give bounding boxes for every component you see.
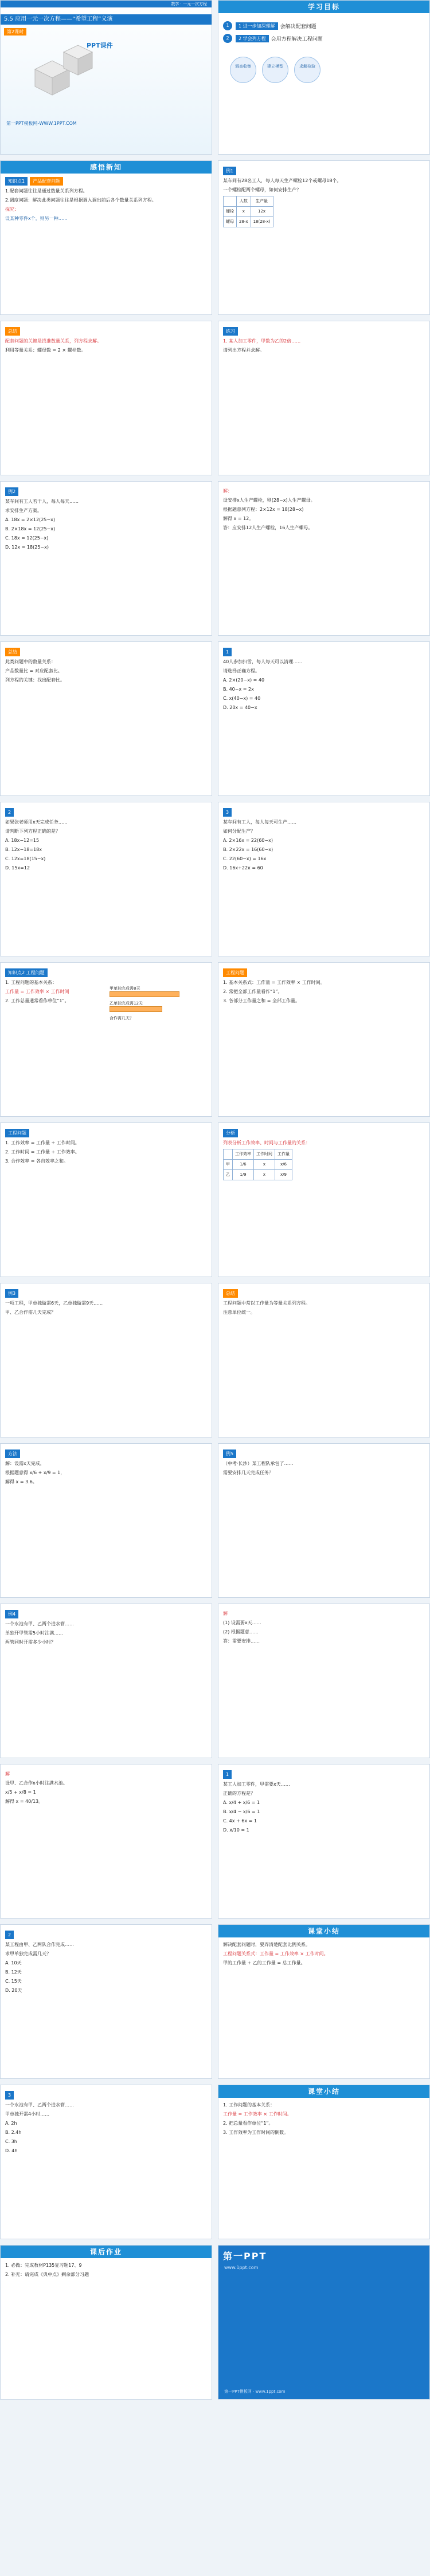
- slide-rules: [218, 962, 430, 1117]
- slide-ex3: [0, 1283, 212, 1437]
- slide-content: 3 某车间有工人，每人每天可生产…… 如何分配生产？ A. 2×16x = 22(60−x) B. 2×22x = 16(60−x) C. 22(60−x) = 16x D. 16x+22x = 60: [223, 808, 425, 942]
- slide-title: 感悟新知: [1, 161, 212, 174]
- slide-content: 工程问题 1. 工作效率 = 工作量 ÷ 工作时间。 2. 工作时间 = 工作量 ÷ 工作效率。 3. 合作效率 = 各自效率之和。: [5, 1129, 207, 1263]
- slide-content: 分析 列表分析工作效率、时间与工作量的关系： 工作效率 工作时间 工作量 甲 1/6 x x/6 乙 1/9 x x/9: [223, 1129, 425, 1263]
- slide-intro: [0, 160, 212, 315]
- slide-content: 3 一个水池有甲、乙两个进水管…… 甲单独开需4小时…… A. 2h B. 2.4h C. 3h D. 4h: [5, 2091, 207, 2225]
- bar: [110, 991, 179, 997]
- cover-title-text: 5.5 应用一元一次方程——“希望工程”义演: [4, 16, 113, 22]
- slide-goal: [218, 0, 430, 155]
- slide-q2: [0, 802, 212, 956]
- slide-ex4: [0, 1604, 212, 1758]
- slide-content: 例2 某车间有工人若干人，每人每天…… 求安排生产方案。 A. 18x = 2×12(25−x) B. 2×18x = 12(25−x) C. 18x = 12(25−x) D. 12x = 18(25−x): [5, 487, 207, 621]
- slide-ex1: [218, 160, 430, 315]
- cover-topbar: [1, 1, 212, 7]
- slide-ans1: [218, 481, 430, 636]
- slide-content: 1 40人参加扫雪，每人每天可以清理…… 请选择正确方程。 A. 2×(20−x) = 40 B. 40−x = 2x C. x(40−x) = 40 D. 20x = 40−x: [223, 648, 425, 782]
- slide-method: [0, 1443, 212, 1598]
- cover-top-text: 数学 · 一元一次方程: [171, 2, 207, 6]
- slide-summary1: [0, 641, 212, 796]
- slide-content: 例4 一个水池有甲、乙两个进水管…… 单独开甲管需5小时注满…… 两管同时开需多少小时？: [5, 1610, 207, 1744]
- goal-list: [223, 18, 426, 46]
- slide-content: 2 某工程由甲、乙两队合作完成…… 求甲单独完成需几天？ A. 10天 B. 12天 C. 15天 D. 20天: [5, 1931, 207, 2065]
- slide-concept: [0, 1122, 212, 1277]
- slide-small: [218, 1924, 430, 2079]
- slide-content: 解决配套问题时，要弄清楚配套比例关系。 工程问题关系式：工作量 = 工作效率 × 工作时间。 甲的工作量 + 乙的工作量 = 总工作量。: [223, 1942, 329, 1966]
- slide-q3: [218, 802, 430, 956]
- slide-content: 1 某工人加工零件，甲需要x天…… 正确的方程是？ A. x/4 + x/6 = 1 B. x/4 − x/6 = 1 C. 4x + 6x = 1 D. x/10 = 1: [223, 1770, 425, 1904]
- slide-content: 方法 解：设需x天完成， 根据题意得 x/6 + x/9 = 1， 解得 x = 3.6。: [5, 1450, 207, 1584]
- slide-homework: [0, 2245, 212, 2400]
- slide-content: 例3 一项工程，甲单独做需6天，乙单独做需9天…… 甲、乙合作需几天完成？: [5, 1289, 207, 1423]
- slide-content: 例1 某车间有28名工人，每人每天生产螺栓12个或螺母18个。 一个螺栓配两个螺母，如何安排生产？ 人数 生产量 螺栓 x 12x 螺母 28-x 18(28-x): [223, 167, 425, 301]
- slide-pq2: [0, 1924, 212, 2079]
- cover-title: [1, 14, 212, 25]
- lesson-tag: 第2课时: [4, 28, 29, 36]
- slide-summary-final: [218, 2085, 430, 2239]
- slide-content: 总结 此类问题中的数量关系： 产品数量比 = 对应配套比。 列方程的关键：找出配套比。: [5, 648, 207, 782]
- slide-ex5: [218, 1443, 430, 1598]
- step-item: 调查收集: [230, 57, 256, 83]
- final-tag: www.1ppt.com: [224, 2265, 259, 2270]
- brand-text: 第一PPT模板网-WWW.1PPT.COM: [6, 121, 77, 126]
- slide-work: [0, 962, 212, 1117]
- slide-analysis: [0, 321, 212, 475]
- slide-content: 知识点2 工程问题 1. 工程问题的基本关系： 工作量 = 工作效率 × 工作时间 2. 工作总量通常看作单位“1”。: [5, 968, 207, 1102]
- slide-sum2: [218, 1283, 430, 1437]
- slide-title: 课堂小结: [218, 2085, 429, 2098]
- slide-content: 解 设甲、乙合作x小时注满水池。 x/5 + x/8 = 1 解得 x = 40/13。: [5, 1771, 68, 1804]
- step-item: 建立模型: [262, 57, 288, 83]
- slide-practice1: [218, 321, 430, 475]
- slide-content: 1. 工作问题的基本关系： 工作量 = 工作效率 × 工作时间。 2. 把总量看作单位“1”。 3. 工作效率为工作时间的倒数。: [223, 2102, 292, 2135]
- final-logo: 第一PPT: [223, 2251, 267, 2262]
- slide-ex2: [0, 481, 212, 636]
- slide-pq1: [218, 1764, 430, 1919]
- slide-title: 课后作业: [1, 2246, 212, 2258]
- data-table: 人数 生产量 螺栓 x 12x 螺母 28-x 18(28-x): [223, 196, 273, 227]
- slide-content: 解： 设安排x人生产螺栓，则(28−x)人生产螺母。 根据题意列方程：2×12x = 18(28−x) 解得 x = 12。 答：应安排12人生产螺栓，16人生产螺母。: [223, 489, 315, 530]
- data-table: 工作效率 工作时间 工作量 甲 1/6 x x/6 乙 1/9 x x/9: [223, 1149, 292, 1180]
- goal-item: 1 1 进一步加深理解 会解决配套问题: [223, 21, 426, 30]
- slide-ans4: [0, 1764, 212, 1919]
- step-item: 求解检验: [294, 57, 320, 83]
- ppt-label: PPT课件: [87, 42, 113, 49]
- footer-text: 第一PPT模板网 · www.1ppt.com: [224, 2389, 286, 2394]
- bar: [110, 1006, 162, 1012]
- slide-title: 课堂小结: [218, 1925, 429, 1937]
- slide-content: 工程问题 1. 基本关系式：工作量 = 工作效率 × 工作时间。 2. 常把全部工作量看作“1”。 3. 各部分工作量之和 = 全部工作量。: [223, 968, 425, 1102]
- slide-content: 2 如果张老师用x天完成任务…… 请判断下列方程正确的是？ A. 18x−12=15 B. 12x−18=18x C. 12x=18(15−x) D. 15x=12: [5, 808, 207, 942]
- slide-content: 总结 配套问题的关键是找准数量关系，列方程求解。 利用等量关系：螺母数 = 2 × 螺栓数。: [5, 327, 207, 461]
- slide-content: 解 (1) 设需要x天…… (2) 根据题意…… 答：需要安排……: [223, 1611, 261, 1644]
- slide-table2: [218, 1122, 430, 1277]
- slide-content: 知识点1 产品配套问题 1.配套问题往往是通过数量关系列方程。 2.调度问题：解决此类问题往往是根据调入调出前后各个数量关系列方程。 探究： 设某种零件x个，则另一种……: [5, 177, 207, 301]
- slide-pq3: [0, 2085, 212, 2239]
- slide-content: 总结 工程问题中常以工作量为等量关系列方程。 注意单位统一。: [223, 1289, 425, 1423]
- work-bars: 甲单独完成需8天 乙单独完成需12天 合作需几天？: [110, 986, 207, 1023]
- slide-content: 1. 必做：完成教材P135复习题17、9 2. 补充：请完成《典中点》剩余部分习题: [5, 2263, 89, 2277]
- slide-content: 例5 （中考·长沙）某工程队承包了…… 需要安排几天完成任务？: [223, 1450, 425, 1584]
- slide-ans5: [218, 1604, 430, 1758]
- slide-final: [218, 2245, 430, 2400]
- goal-item: 2 2 学会列方程 会用方程解决工程问题: [223, 34, 426, 43]
- slide-content: 练习 1. 某人加工零件，甲数为乙的2倍…… 请列出方程并求解。: [223, 327, 425, 461]
- slide-title: 学习目标: [218, 1, 429, 13]
- slide-q1: [218, 641, 430, 796]
- slide-cover: [0, 0, 212, 155]
- goal-steps: [230, 57, 320, 83]
